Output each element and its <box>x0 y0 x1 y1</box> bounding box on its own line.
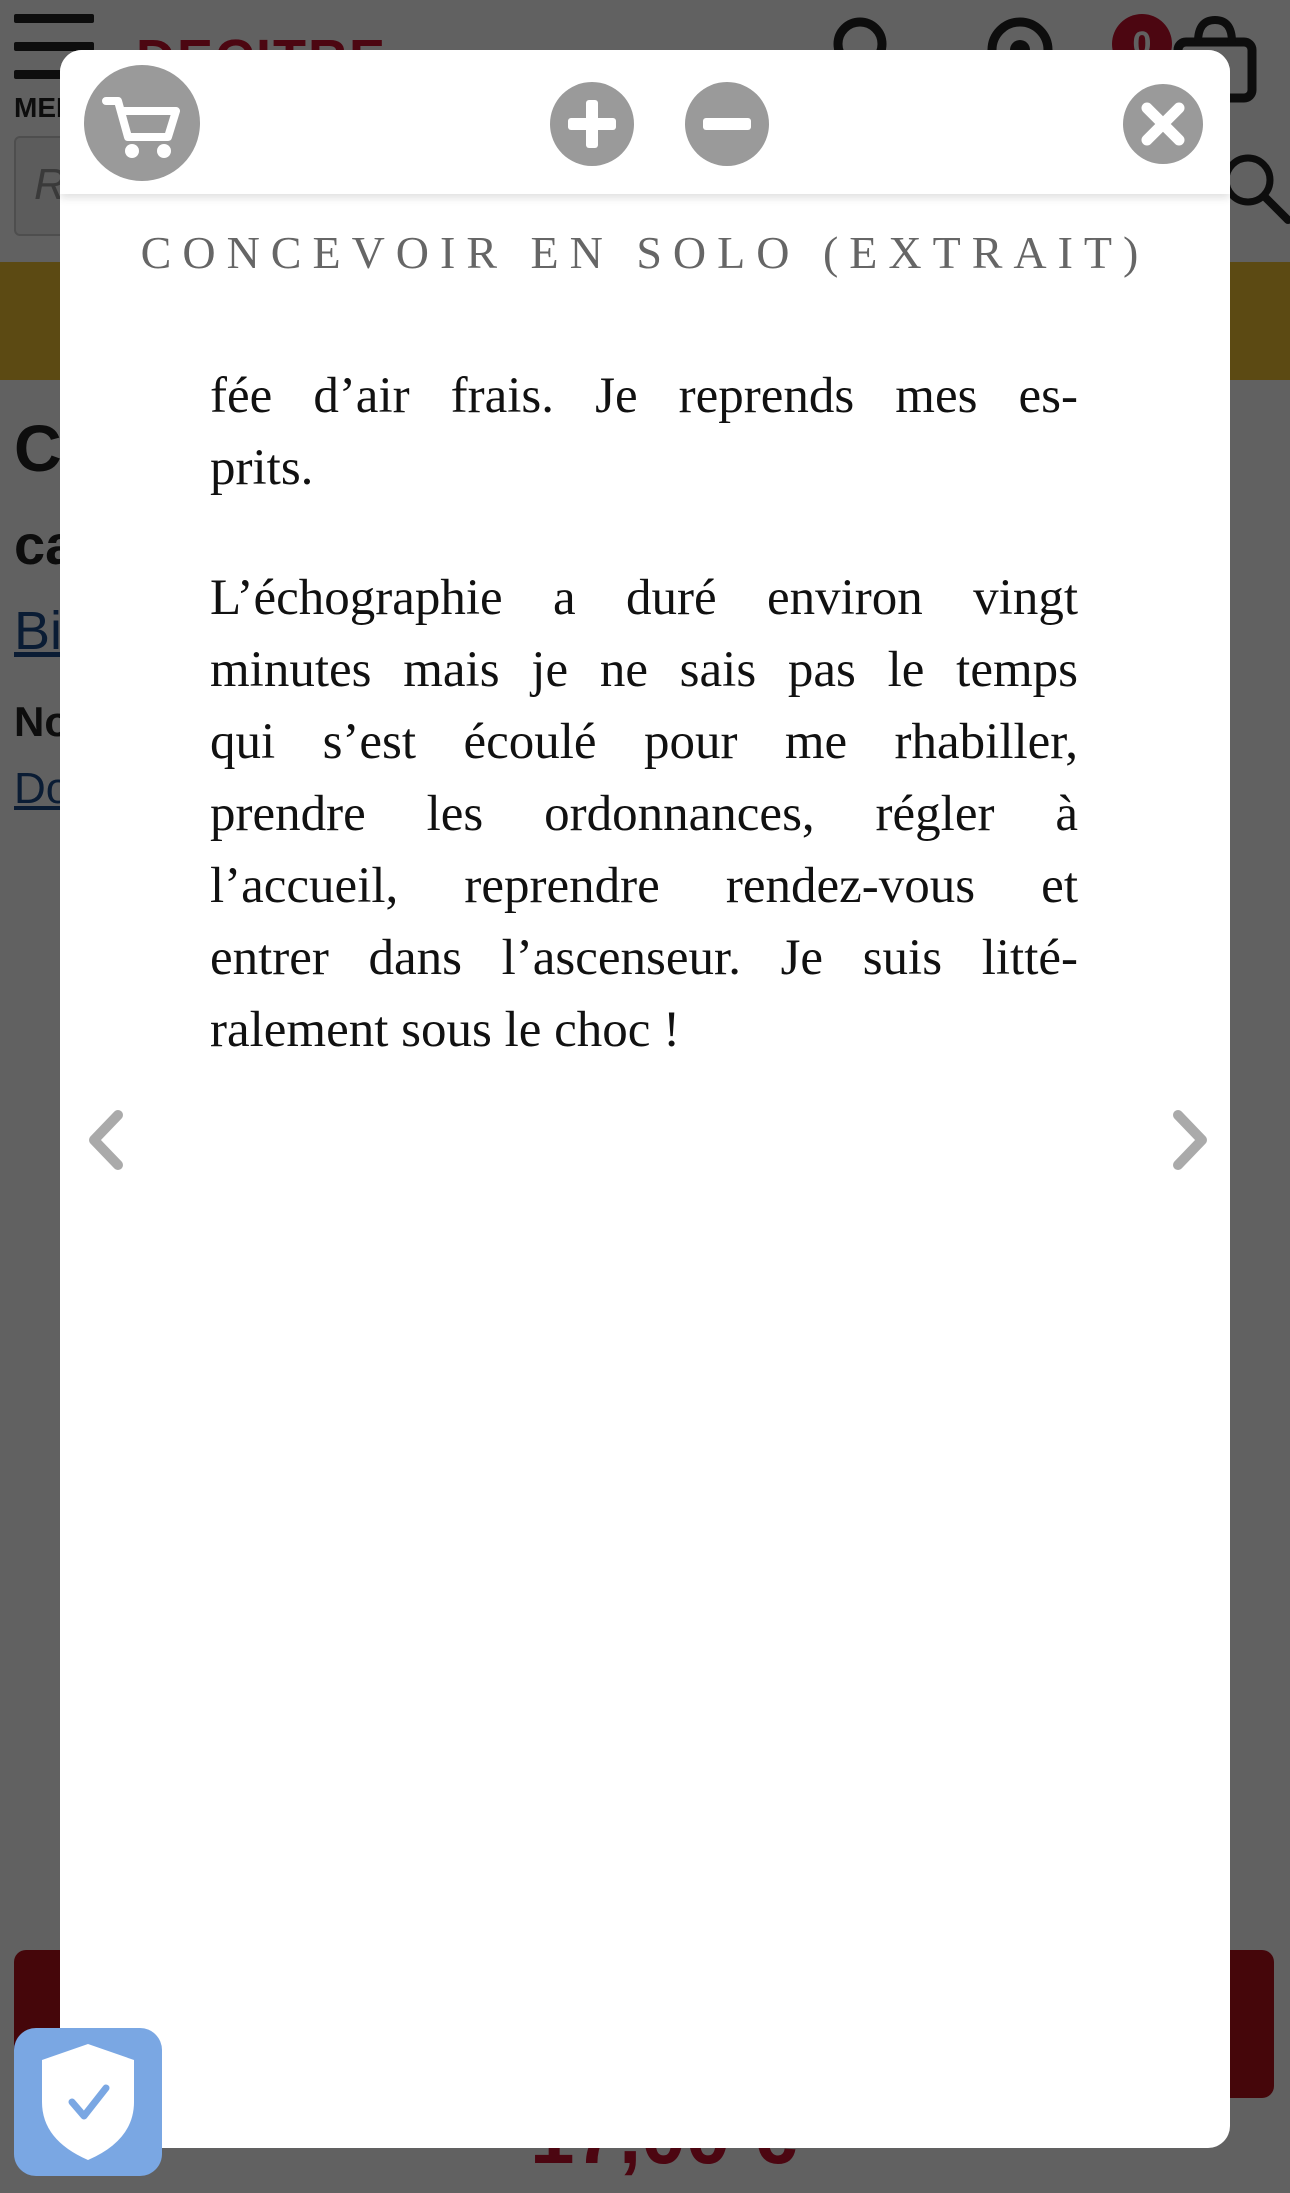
text-line: minutes mais je ne sais pas le temps <box>210 642 1078 698</box>
previous-page-button[interactable] <box>76 1090 136 1190</box>
excerpt-reader-modal <box>60 50 1230 2148</box>
text-line: entrer dans l’ascenseur. Je suis litté- <box>210 930 1078 986</box>
text-line: fée d’air frais. Je reprends mes es- <box>210 368 1078 424</box>
next-page-button[interactable] <box>1160 1090 1220 1190</box>
reader-toolbar <box>60 50 1230 194</box>
excerpt-text <box>210 360 1078 1066</box>
shield-check-icon <box>14 2028 162 2176</box>
cart-icon <box>84 65 200 181</box>
text-line: ralement sous le choc ! <box>210 1002 681 1058</box>
zoom-in-button[interactable] <box>550 82 634 166</box>
paragraph <box>210 360 1078 504</box>
add-to-cart-reader-button[interactable] <box>84 65 200 181</box>
privacy-settings-button[interactable] <box>14 2028 162 2176</box>
close-button[interactable] <box>1123 84 1203 164</box>
book-title: CONCEVOIR EN SOLO (EXTRAIT) <box>140 227 1150 278</box>
text-line: qui s’est écoulé pour me rhabiller, <box>210 714 1078 770</box>
text-line: l’accueil, reprendre rendez-vous et <box>210 858 1078 914</box>
minus-circle-icon <box>685 82 769 166</box>
plus-circle-icon <box>550 82 634 166</box>
text-line: prits. <box>210 440 314 496</box>
chevron-left-icon <box>76 1090 136 1190</box>
text-line: L’échographie a duré environ vingt <box>210 570 1078 626</box>
paragraph <box>210 562 1078 1066</box>
text-line: prendre les ordonnances, régler à <box>210 786 1078 842</box>
chevron-right-icon <box>1160 1090 1220 1190</box>
close-icon <box>1123 84 1203 164</box>
zoom-out-button[interactable] <box>685 82 769 166</box>
